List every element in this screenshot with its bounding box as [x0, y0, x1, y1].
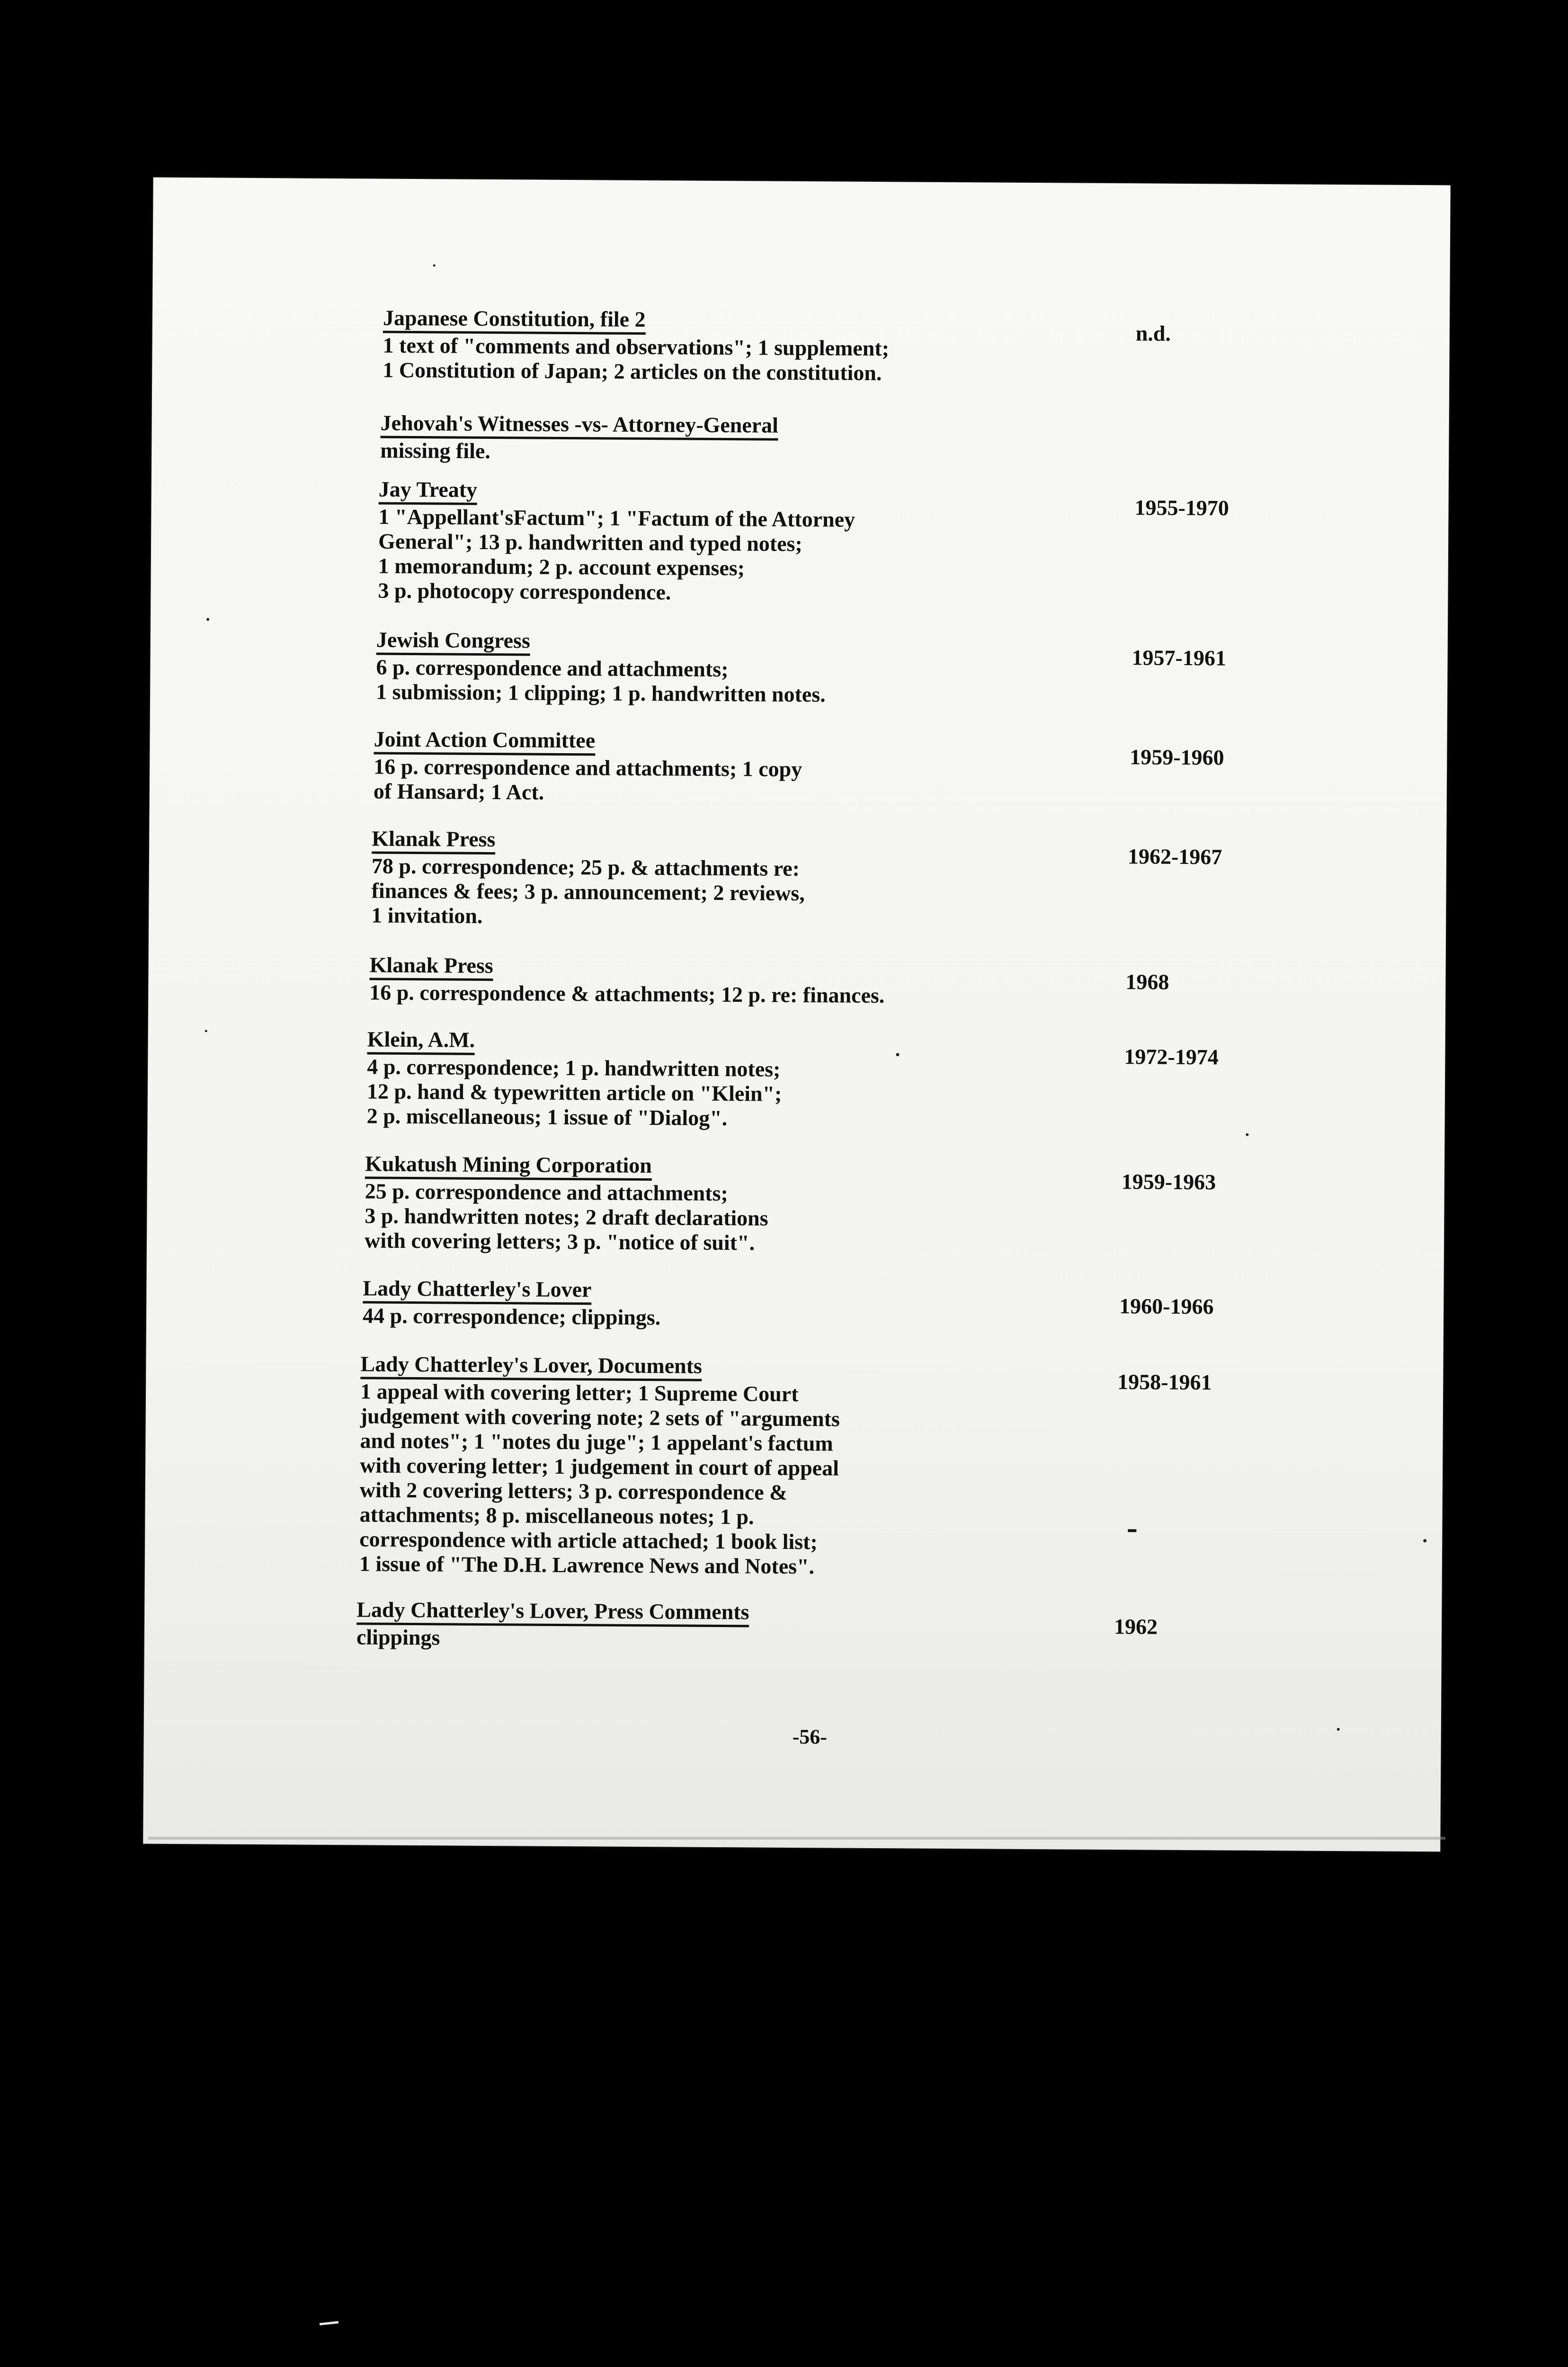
entry-date: 1962 [1114, 1614, 1158, 1639]
entry-date: 1959-1960 [1130, 745, 1224, 770]
entry-description: clippings [356, 1625, 440, 1650]
dust-speck [1423, 1539, 1426, 1542]
entry-heading: Japanese Constitution, file 2 [383, 306, 646, 335]
finding-aid-entry [378, 477, 855, 606]
entry-date: 1958-1961 [1117, 1370, 1212, 1395]
finding-aid-entry [369, 952, 885, 1008]
entry-heading: Jehovah's Witnesses -vs- Attorney-General [380, 411, 778, 441]
entry-description: 78 p. correspondence; 25 p. & attachments re: finances & fees; 3 p. announcement; 2 reviews, 1 invitation. [371, 854, 805, 928]
page-number: -56- [792, 1725, 828, 1749]
film-scratch [320, 2321, 339, 2325]
entry-description: 44 p. correspondence; clippings. [362, 1303, 661, 1330]
dust-speck [433, 264, 436, 267]
entry-date: 1962-1967 [1127, 844, 1222, 869]
dust-speck [1246, 1133, 1248, 1136]
finding-aid-entry [383, 306, 889, 386]
entry-heading: Lady Chatterley's Lover, Documents [360, 1352, 702, 1381]
entry-date: 1955-1970 [1134, 495, 1229, 520]
entry-heading: Jay Treaty [379, 477, 478, 505]
entry-description: 1 appeal with covering letter; 1 Supreme Court judgement with covering note; 2 sets of "arguments and notes"; 1 "notes du juge"; 1 appelant's factum with covering letter; 1 judgement in court of appeal with 2 covering letters; 3 p. correspondence & attachments; 8 p. miscellaneous notes; 1 p. correspondence with article attached; 1 book list; 1 issue of "The D.H. Lawrence News and Notes". [359, 1379, 840, 1579]
entry-description: 1 "Appellant'sFactum"; 1 "Factum of the Attorney General"; 13 p. handwritten and typed notes; 1 memorandum; 2 p. account expenses; 3 p. photocopy correspondence. [378, 504, 855, 605]
entry-description: 16 p. correspondence and attachments; 1 copy of Hansard; 1 Act. [373, 754, 802, 804]
dust-speck [205, 1030, 207, 1032]
entry-heading: Klanak Press [372, 827, 495, 855]
finding-aid-entry [374, 727, 802, 807]
finding-aid-entry [367, 1027, 783, 1130]
finding-aid-entry [365, 1151, 769, 1255]
entry-heading: Joint Action Committee [374, 727, 595, 756]
finding-aid-entry [356, 1597, 749, 1652]
entry-date: 1972-1974 [1124, 1044, 1219, 1069]
entry-heading: Lady Chatterley's Lover, Press Comments [356, 1597, 749, 1627]
finding-aid-entry [376, 628, 826, 707]
finding-aid-entry [371, 827, 805, 931]
entry-date: 1957-1961 [1131, 645, 1227, 670]
entry-heading: Jewish Congress [376, 628, 530, 656]
entry-description: 16 p. correspondence & attachments; 12 p. re: finances. [369, 980, 885, 1008]
entry-date: 1968 [1125, 970, 1169, 994]
entry-heading: Klein, A.M. [367, 1027, 475, 1055]
entry-date: 1959-1963 [1121, 1169, 1216, 1194]
document-page [143, 178, 1450, 1852]
entry-description: missing file. [380, 438, 490, 463]
entry-date: 1960-1966 [1119, 1294, 1214, 1319]
entry-description: 25 p. correspondence and attachments; 3 p. handwritten notes; 2 draft declarations with covering letters; 3 p. "notice of suit". [364, 1179, 768, 1255]
dust-speck [206, 618, 209, 621]
entry-description: 4 p. correspondence; 1 p. handwritten notes; 12 p. hand & typewritten article on "Klein"; 2 p. miscellaneous; 1 issue of "Dialog". [366, 1054, 782, 1130]
entry-heading: Klanak Press [369, 952, 493, 981]
dust-speck [1337, 1728, 1340, 1731]
film-edge-line [148, 1837, 1445, 1840]
entry-description: 6 p. correspondence and attachments; 1 submission; 1 clipping; 1 p. handwritten notes. [375, 655, 826, 707]
stray-dash-mark [1128, 1529, 1136, 1532]
finding-aid-entry [359, 1352, 840, 1579]
finding-aid-entry [363, 1276, 661, 1330]
entry-heading: Lady Chatterley's Lover [363, 1276, 591, 1305]
dust-speck [896, 1053, 899, 1056]
finding-aid-entry [380, 411, 778, 465]
entry-date: n.d. [1135, 321, 1171, 346]
entry-heading: Kukatush Mining Corporation [365, 1151, 652, 1181]
entry-description: 1 text of "comments and observations"; 1 supplement; 1 Constitution of Japan; 2 articles on the constitution. [383, 333, 890, 385]
